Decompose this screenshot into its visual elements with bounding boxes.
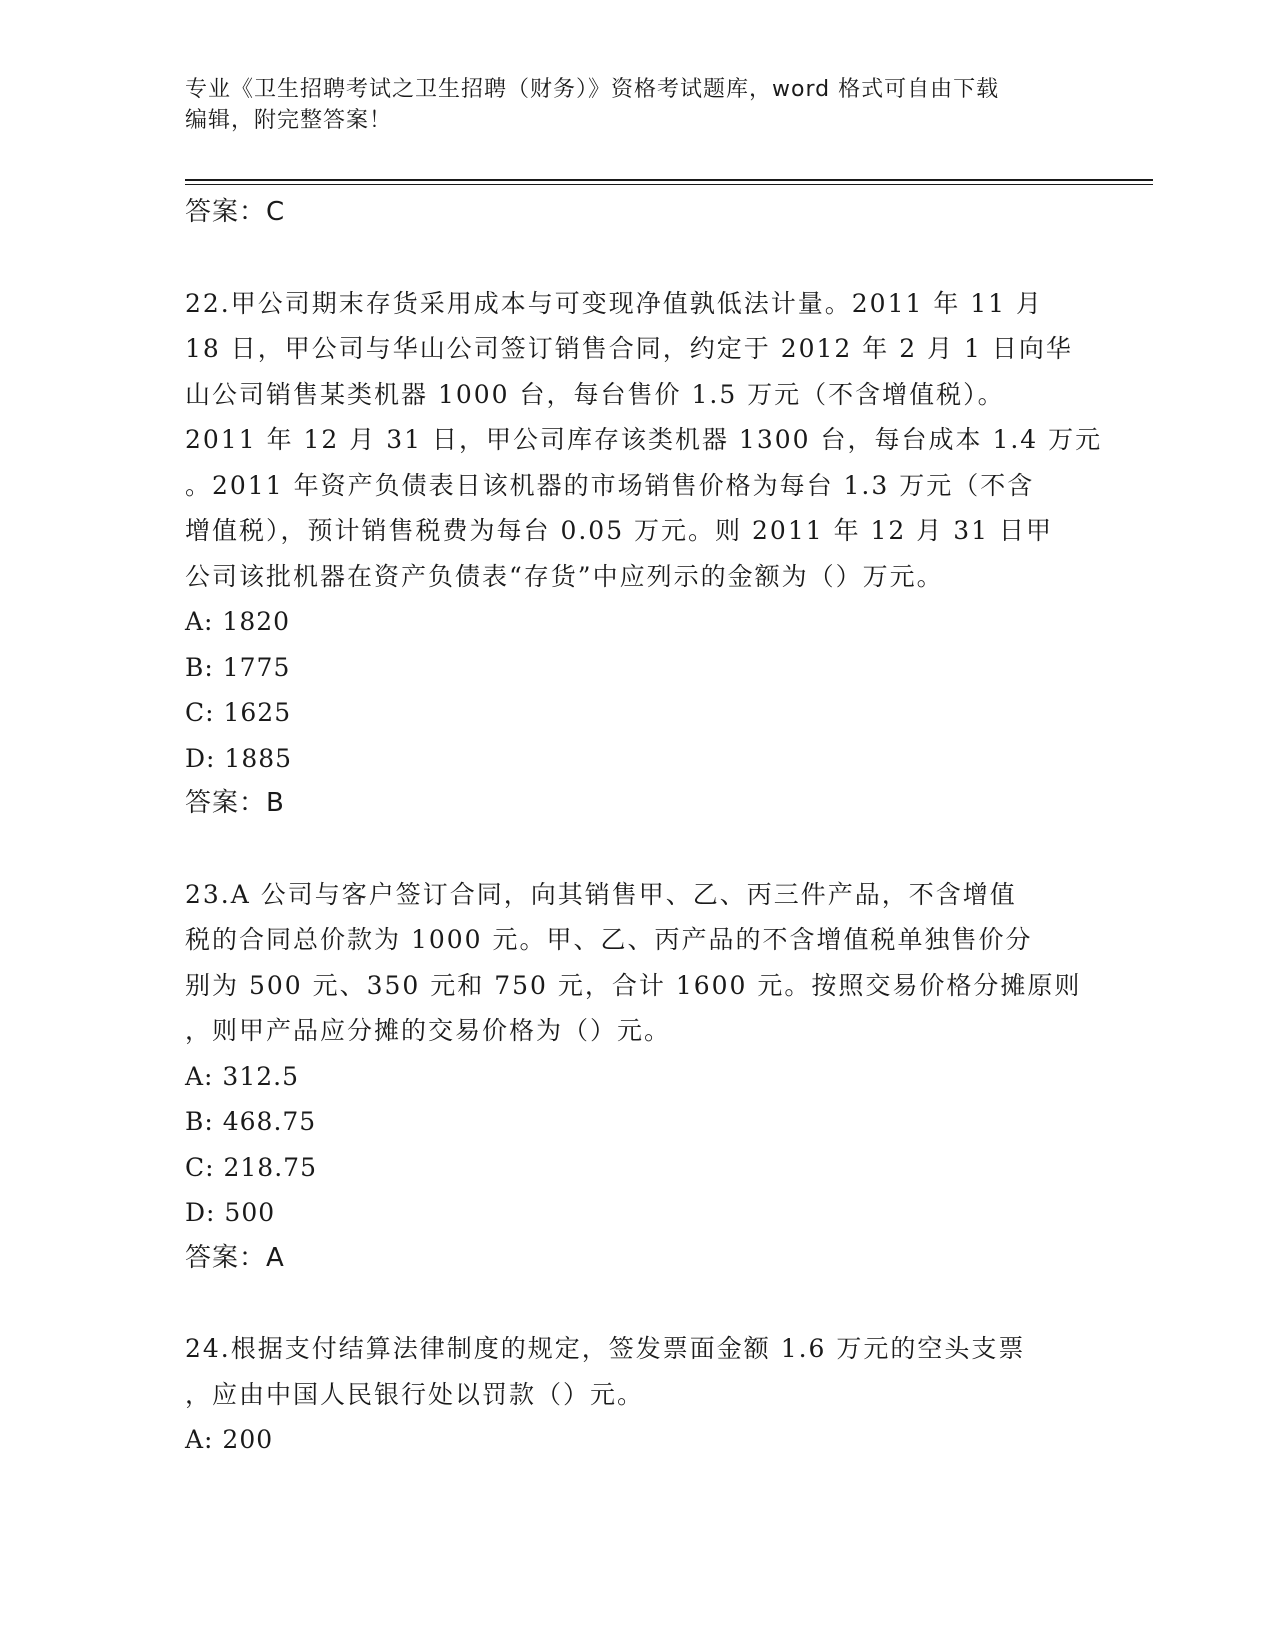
question-23 [185,872,1085,1282]
question-24 [185,1326,1085,1463]
option-d: D: 1885 [185,743,293,773]
header-line-2: 编辑，附完整答案！ [185,108,393,133]
option-c: C: 218.75 [185,1152,317,1182]
option-c: C: 1625 [185,698,292,727]
question-text-line: 24.根据支付结算法律制度的规定，签发票面金额 1.6 万元的空头支票 [185,1334,1026,1363]
option-b: B: 1775 [185,652,291,682]
question-text-line: 2011 年 12 月 31 日，甲公司库存该类机器 1300 台，每台成本 1.4 万元 [185,425,1103,454]
question-text-line: 23.A 公司与客户签订合同，向其销售甲、乙、丙三件产品，不含增值 [185,879,1017,909]
previous-answer: 答案：C [185,197,286,227]
question-text-line: 税的合同总价款为 1000 元。甲、乙、丙产品的不含增值税单独售价分 [185,925,1033,954]
question-text-line: ，应由中国人民银行处以罚款（）元。 [185,1379,645,1409]
option-b: B: 468.75 [185,1107,317,1136]
option-a: A: 200 [185,1425,274,1454]
header-divider-thin [185,184,1153,185]
question-text-line: 增值税），预计销售税费为每台 0.05 万元。则 2011 年 12 月 31 日甲 [185,516,1053,545]
question-text-line: 山公司销售某类机器 1000 台，每台售价 1.5 万元（不含增值税）。 [185,379,1005,409]
question-22 [185,281,1103,827]
answer: 答案：B [185,788,285,818]
question-text-line: 别为 500 元、350 元和 750 元，合计 1600 元。按照交易价格分摊原则 [185,970,1082,1000]
option-a: A: 312.5 [185,1061,299,1091]
question-text-line: 18 日，甲公司与华山公司签订销售合同，约定于 2012 年 2 月 1 日向华 [185,334,1073,363]
header-line-1: 专业《卫生招聘考试之卫生招聘（财务）》资格考试题库，word 格式可自由下载 [185,77,1000,102]
question-text-line: ，则甲产品应分摊的交易价格为（）元。 [185,1016,672,1045]
document-body [185,190,1103,1463]
question-text-line: 公司该批机器在资产负债表“存货”中应列示的金额为（）万元。 [185,561,944,591]
header-divider-thick [185,179,1153,181]
option-d: D: 500 [185,1198,276,1227]
question-text-line: 22.甲公司期末存货采用成本与可变现净值孰低法计量。2011 年 11 月 [185,288,1044,318]
option-a: A: 1820 [185,607,291,636]
document-header [185,74,1085,136]
question-text-line: 。2011 年资产负债表日该机器的市场销售价格为每台 1.3 万元（不含 [185,470,1035,500]
answer: 答案：A [185,1242,285,1273]
